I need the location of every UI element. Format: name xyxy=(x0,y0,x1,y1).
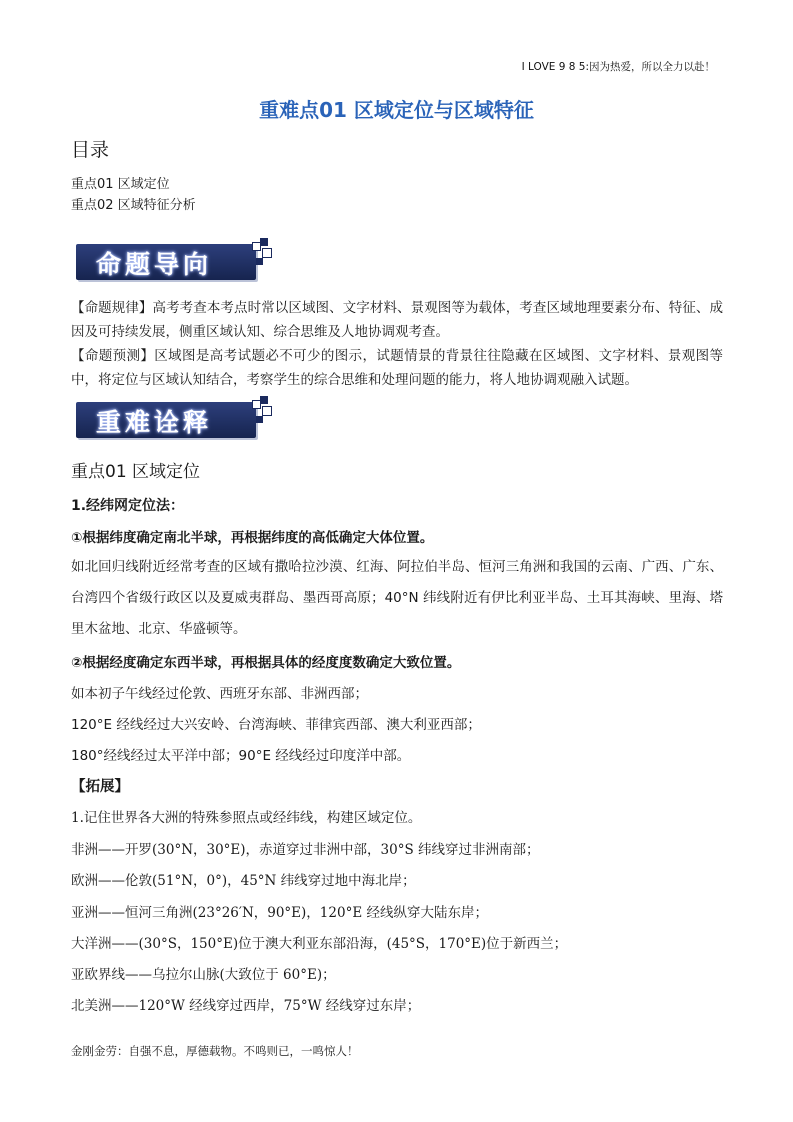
method-title: 1.经纬网定位法： xyxy=(71,498,185,514)
continent-line: 亚洲——恒河三角洲(23°26′N，90°E)，120°E 经线纵穿大陆东岸； xyxy=(71,905,488,921)
step1-title: ①根据纬度确定南北半球，再根据纬度的高低确定大体位置。 xyxy=(71,530,434,546)
step2-title: ②根据经度确定东西半球，再根据具体的经度度数确定大致位置。 xyxy=(71,655,461,671)
decorative-square xyxy=(262,406,272,416)
banner-label: 命题导向 xyxy=(96,250,213,279)
decorative-square xyxy=(262,248,272,258)
continent-line: 欧洲——伦敦(51°N，0°)，45°N 纬线穿过地中海北岸； xyxy=(71,873,416,889)
continent-line: 非洲——开罗(30°N，30°E)，赤道穿过非洲中部，30°S 纬线穿过非洲南部； xyxy=(71,842,540,858)
meridian-line: 120°E 经线经过大兴安岭、台湾海峡、菲律宾西部、澳大利亚西部； xyxy=(71,717,481,733)
meridian-line: 如本初子午线经过伦敦、西班牙东部、非洲西部； xyxy=(71,686,368,702)
step1-text: 如北回归线附近经常考查的区域有撒哈拉沙漠、红海、阿拉伯半岛、恒河三角洲和我国的云南、广西、广东、台湾四个省级行政区以及夏威夷群岛、墨西哥高原；40°N 纬线附近有伊比利亚半岛、土耳其海峡、里海、塔里木盆地、北京、华盛顿等。 xyxy=(71,559,723,637)
toc-item[interactable]: 重点01 区域定位 xyxy=(71,177,170,192)
extension-intro: 1.记住世界各大洲的特殊参照点或经纬线，构建区域定位。 xyxy=(71,810,422,826)
banner-explain xyxy=(76,396,272,442)
document-title: 重难点01 区域定位与区域特征 xyxy=(259,98,534,122)
footer-motto: 金刚金劳：自强不息，厚德载物。不鸣则已，一鸣惊人！ xyxy=(71,1044,359,1058)
guide-rule: 【命题规律】高考考查本考点时常以区域图、文字材料、景观图等为载体，考查区域地理要素分布、特征、成因及可持续发展，侧重区域认知、综合思维及人地协调观考查。 xyxy=(71,300,723,340)
decorative-square xyxy=(256,258,263,265)
guide-forecast: 【命题预测】区域图是高考试题必不可少的图示，试题情景的背景往往隐藏在区域图、文字材料、景观图等中，将定位与区域认知结合，考察学生的综合思维和处理问题的能力，将人地协调观融入试题。 xyxy=(71,348,723,388)
extension-heading: 【拓展】 xyxy=(71,779,129,795)
continent-line: 北美洲——120°W 经线穿过西岸，75°W 经线穿过东岸； xyxy=(71,998,421,1014)
header-motto: I LOVE 9 8 5:因为热爱，所以全力以赴！ xyxy=(521,61,715,73)
continent-line: 大洋洲——(30°S，150°E)位于澳大利亚东部沿海，(45°S，170°E)位于新西兰； xyxy=(71,936,568,952)
toc-heading: 目录 xyxy=(71,139,110,161)
decorative-square xyxy=(256,416,263,423)
continent-line: 亚欧界线——乌拉尔山脉(大致位于 60°E)； xyxy=(71,967,336,983)
banner-guide xyxy=(76,238,272,284)
banner-label: 重难诠释 xyxy=(96,408,213,437)
decorative-square xyxy=(260,238,268,246)
decorative-square xyxy=(260,396,268,404)
section-heading: 重点01 区域定位 xyxy=(71,462,201,482)
toc-item[interactable]: 重点02 区域特征分析 xyxy=(71,198,196,213)
meridian-line: 180°经线经过太平洋中部；90°E 经线经过印度洋中部。 xyxy=(71,748,411,764)
